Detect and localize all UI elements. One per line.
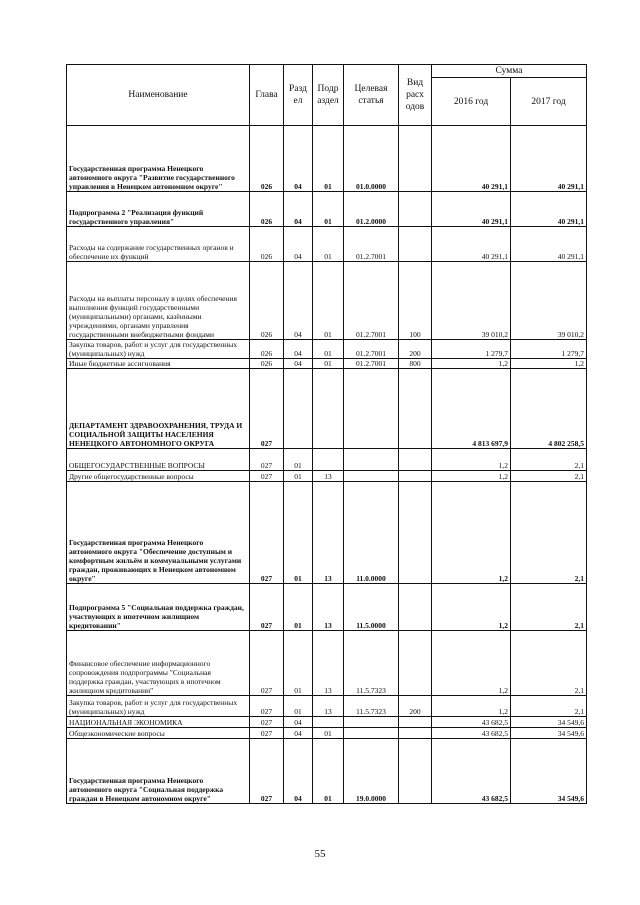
cell-vid: [399, 728, 432, 739]
table-body: [67, 126, 587, 804]
cell-glava: 027: [250, 696, 284, 717]
cell-y2017: 2,1: [511, 631, 587, 696]
cell-vid: 800: [399, 359, 432, 369]
cell-vid: [399, 584, 432, 631]
cell-y2017: 2,1: [511, 471, 587, 482]
cell-celevaya: 11.5.7323: [344, 696, 399, 717]
cell-y2017: 34 549,6: [511, 739, 587, 804]
cell-y2017: 2,1: [511, 449, 587, 471]
cell-name: Другие общегосударственные вопросы: [67, 471, 250, 482]
header-2017: 2017 год: [511, 78, 587, 126]
table-row: [67, 717, 587, 728]
header-razdel: Разд ел: [284, 65, 313, 126]
cell-vid: [399, 449, 432, 471]
table-row: [67, 739, 587, 804]
cell-y2017: 4 802 258,5: [511, 369, 587, 449]
cell-y2017: 2,1: [511, 482, 587, 584]
header-summa: Сумма: [432, 65, 587, 78]
cell-razdel: 04: [284, 126, 313, 192]
cell-glava: 027: [250, 717, 284, 728]
cell-razdel: 01: [284, 449, 313, 471]
cell-y2016: 40 291,1: [432, 126, 511, 192]
cell-y2016: 4 813 697,9: [432, 369, 511, 449]
cell-vid: [399, 482, 432, 584]
cell-name: Финансовое обеспечение информационного сопровождения подпрограммы "Социальная поддержка граждан, участвующих в ипотечном жилищном кредитовании": [67, 631, 250, 696]
cell-celevaya: 01.2.7001: [344, 262, 399, 340]
cell-razdel: 01: [284, 584, 313, 631]
cell-podrazdel: 01: [313, 340, 344, 359]
cell-vid: [399, 126, 432, 192]
cell-y2016: 1,2: [432, 471, 511, 482]
cell-celevaya: 19.0.0000: [344, 739, 399, 804]
cell-podrazdel: 01: [313, 227, 344, 262]
cell-celevaya: 01.2.7001: [344, 227, 399, 262]
cell-podrazdel: 01: [313, 739, 344, 804]
cell-podrazdel: 13: [313, 631, 344, 696]
cell-razdel: [284, 369, 313, 449]
header-podrazdel: Подр аздел: [313, 65, 344, 126]
table-row: [67, 449, 587, 471]
cell-name: НАЦИОНАЛЬНАЯ ЭКОНОМИКА: [67, 717, 250, 728]
cell-y2016: 1,2: [432, 449, 511, 471]
cell-vid: [399, 192, 432, 227]
cell-y2016: 43 682,5: [432, 728, 511, 739]
header-vid: Вид расх одов: [399, 65, 432, 126]
cell-glava: 026: [250, 192, 284, 227]
cell-razdel: 04: [284, 739, 313, 804]
cell-y2016: 40 291,1: [432, 227, 511, 262]
cell-glava: 027: [250, 471, 284, 482]
cell-name: ДЕПАРТАМЕНТ ЗДРАВООХРАНЕНИЯ, ТРУДА И СОЦИАЛЬНОЙ ЗАЩИТЫ НАСЕЛЕНИЯ НЕНЕЦКОГО АВТОНОМНОГО ОКРУГА: [67, 369, 250, 449]
cell-vid: 100: [399, 262, 432, 340]
cell-y2017: 39 010,2: [511, 262, 587, 340]
cell-celevaya: 01.0.0000: [344, 126, 399, 192]
cell-y2017: 2,1: [511, 696, 587, 717]
cell-y2017: 34 549,6: [511, 717, 587, 728]
cell-y2017: 40 291,1: [511, 227, 587, 262]
cell-y2017: 1 279,7: [511, 340, 587, 359]
budget-table: [66, 64, 587, 804]
cell-glava: 026: [250, 227, 284, 262]
cell-y2016: 1,2: [432, 696, 511, 717]
cell-podrazdel: 01: [313, 728, 344, 739]
header-name: Наименование: [67, 65, 250, 126]
header-celevaya: Целевая статья: [344, 65, 399, 126]
table-row: [67, 359, 587, 369]
cell-y2017: 1,2: [511, 359, 587, 369]
cell-vid: 200: [399, 696, 432, 717]
table-row: [67, 369, 587, 449]
cell-celevaya: 11.5.0000: [344, 584, 399, 631]
cell-podrazdel: [313, 449, 344, 471]
cell-razdel: 04: [284, 728, 313, 739]
cell-podrazdel: 13: [313, 482, 344, 584]
table-row: [67, 482, 587, 584]
cell-y2016: 43 682,5: [432, 739, 511, 804]
cell-razdel: 01: [284, 696, 313, 717]
cell-razdel: 04: [284, 192, 313, 227]
table-row: [67, 126, 587, 192]
cell-y2016: 39 010,2: [432, 262, 511, 340]
cell-celevaya: [344, 369, 399, 449]
cell-podrazdel: 01: [313, 126, 344, 192]
cell-name: Расходы на выплаты персоналу в целях обеспечения выполнения функций государственными (муниципальными) органами, казёнными учреждениями, органами управления государственными внебюджетными фондами: [67, 262, 250, 340]
cell-y2017: 40 291,1: [511, 192, 587, 227]
cell-podrazdel: 01: [313, 262, 344, 340]
cell-celevaya: 11.0.0000: [344, 482, 399, 584]
cell-podrazdel: [313, 369, 344, 449]
table-row: [67, 696, 587, 717]
cell-glava: 027: [250, 482, 284, 584]
table-row: [67, 471, 587, 482]
cell-name: Государственная программа Ненецкого автономного округа "Развитие государственного управления в Ненецком автономном округе": [67, 126, 250, 192]
cell-vid: [399, 631, 432, 696]
table-row: [67, 728, 587, 739]
cell-glava: 026: [250, 262, 284, 340]
cell-vid: [399, 369, 432, 449]
cell-razdel: 01: [284, 631, 313, 696]
cell-vid: [399, 227, 432, 262]
cell-y2016: 1,2: [432, 359, 511, 369]
cell-y2017: 2,1: [511, 584, 587, 631]
cell-name: Общеэкономические вопросы: [67, 728, 250, 739]
cell-vid: [399, 717, 432, 728]
cell-razdel: 04: [284, 340, 313, 359]
cell-celevaya: [344, 717, 399, 728]
cell-y2016: 40 291,1: [432, 192, 511, 227]
cell-name: Государственная программа Ненецкого автономного округа "Обеспечение доступным и комфортным жильём и коммунальными услугами граждан, проживающих в Ненецком автономном округе": [67, 482, 250, 584]
cell-podrazdel: 01: [313, 359, 344, 369]
cell-glava: 027: [250, 631, 284, 696]
page-number: 55: [314, 848, 326, 860]
cell-vid: [399, 471, 432, 482]
cell-name: Подпрограмма 2 "Реализация функций государственного управления": [67, 192, 250, 227]
cell-y2016: 1,2: [432, 482, 511, 584]
header-glava: Глава: [250, 65, 284, 126]
cell-razdel: 01: [284, 471, 313, 482]
cell-vid: [399, 739, 432, 804]
cell-glava: 027: [250, 449, 284, 471]
cell-name: Государственная программа Ненецкого автономного округа "Социальная поддержка граждан в Ненецком автономном округе": [67, 739, 250, 804]
cell-glava: 027: [250, 739, 284, 804]
cell-podrazdel: 13: [313, 584, 344, 631]
cell-celevaya: [344, 471, 399, 482]
cell-celevaya: 11.5.7323: [344, 631, 399, 696]
cell-glava: 027: [250, 369, 284, 449]
cell-celevaya: [344, 449, 399, 471]
cell-y2016: 43 682,5: [432, 717, 511, 728]
cell-razdel: 04: [284, 359, 313, 369]
table-row: [67, 584, 587, 631]
cell-podrazdel: [313, 717, 344, 728]
cell-name: Закупка товаров, работ и услуг для государственных (муниципальных) нужд: [67, 696, 250, 717]
cell-podrazdel: 13: [313, 471, 344, 482]
cell-razdel: 01: [284, 482, 313, 584]
cell-name: ОБЩЕГОСУДАРСТВЕННЫЕ ВОПРОСЫ: [67, 449, 250, 471]
cell-name: Расходы на содержание государственных органов и обеспечение их функций: [67, 227, 250, 262]
cell-celevaya: [344, 728, 399, 739]
cell-name: Иные бюджетные ассигнования: [67, 359, 250, 369]
cell-razdel: 04: [284, 717, 313, 728]
cell-glava: 027: [250, 584, 284, 631]
table-row: [67, 631, 587, 696]
cell-glava: 026: [250, 359, 284, 369]
cell-celevaya: 01.2.7001: [344, 359, 399, 369]
table-row: [67, 192, 587, 227]
cell-y2017: 40 291,1: [511, 126, 587, 192]
cell-glava: 027: [250, 728, 284, 739]
cell-razdel: 04: [284, 227, 313, 262]
cell-y2016: 1,2: [432, 631, 511, 696]
table-row: [67, 340, 587, 359]
cell-name: Подпрограмма 5 "Социальная поддержка граждан, участвующих в ипотечном жилищном кредитовании": [67, 584, 250, 631]
header-2016: 2016 год: [432, 78, 511, 126]
cell-glava: 026: [250, 340, 284, 359]
cell-celevaya: 01.2.0000: [344, 192, 399, 227]
table-row: [67, 262, 587, 340]
cell-y2017: 34 549,6: [511, 728, 587, 739]
cell-y2016: 1,2: [432, 584, 511, 631]
cell-y2016: 1 279,7: [432, 340, 511, 359]
cell-celevaya: 01.2.7001: [344, 340, 399, 359]
cell-podrazdel: 13: [313, 696, 344, 717]
cell-podrazdel: 01: [313, 192, 344, 227]
cell-vid: 200: [399, 340, 432, 359]
cell-razdel: 04: [284, 262, 313, 340]
table-row: [67, 227, 587, 262]
cell-name: Закупка товаров, работ и услуг для государственных (муниципальных) нужд: [67, 340, 250, 359]
cell-glava: 026: [250, 126, 284, 192]
